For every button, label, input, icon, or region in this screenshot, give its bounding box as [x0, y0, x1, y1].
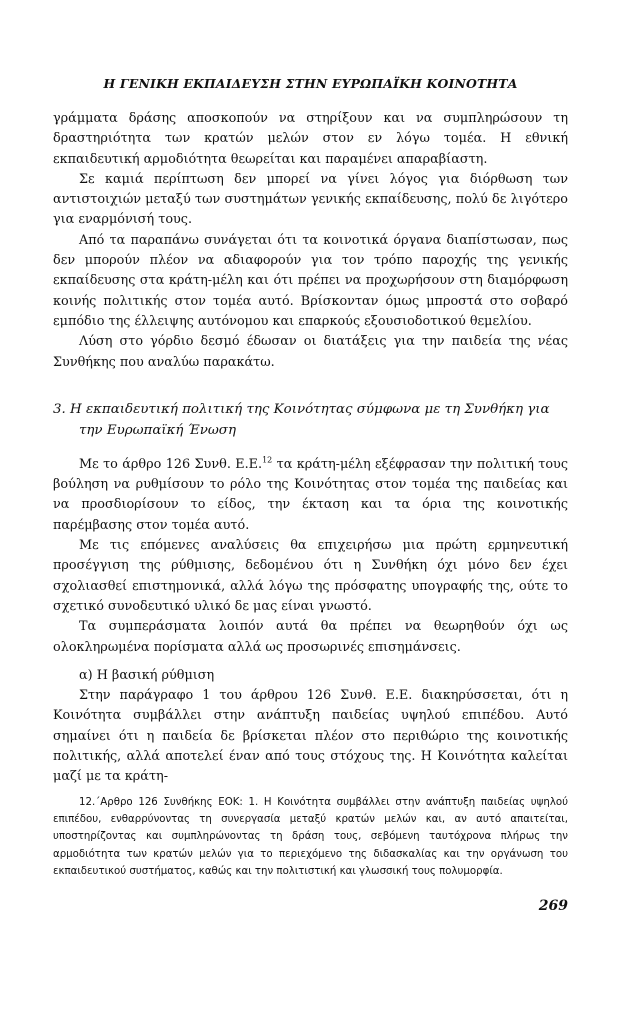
body-paragraph: γράμματα δράσης αποσκοπούν να στηρίξουν και να συμπληρώσουν τη δραστηριότητα των κρατών μελών στον εν λόγω τομέα. Η εθνική εκπαιδευτική αρμοδιότητα θεωρείται και παραμένει απαραβίαστη. [53, 111, 568, 167]
body-paragraph: Τα συμπεράσματα λοιπόν αυτά θα πρέπει να θεωρηθούν όχι ως ολοκληρωμένα πορίσματα αλλά ως προσωρινές επισημάνσεις. [53, 619, 568, 655]
body-paragraph [53, 455, 568, 536]
page-number: 269 [538, 898, 568, 914]
subsection-heading: α) Η βασική ρύθμιση [79, 667, 215, 683]
footnote: 12.΄Αρθρο 126 Συνθήκης ΕΟΚ: 1. Η Κοινότητα συμβάλλει στην ανάπτυξη παιδείας υψηλού επιπέδου, ενθαρρύνοντας τη συνεργασία μεταξύ κρατών μελών και, αν αυτό απαιτείται, υποστηρίζοντας και συμπληρώνοντας τη δράση τους, σεβόμενη ταυτόχρονα πλήρως την αρμοδιότητα των κρατών μελών για το περιεχόμενο της διδασκαλίας και την οργάνωση του εκπαιδευτικού συστήματος, καθώς και την πολιτιστική και γλωσσική τους πολυμορφία. [53, 797, 568, 877]
body-paragraph: Λύση στο γόρδιο δεσμό έδωσαν οι διατάξεις για την παιδεία της νέας Συνθήκης που αναλύω παρακάτω. [53, 334, 568, 370]
running-head: Η ΓΕΝΙΚΗ ΕΚΠΑΙΔΕΥΣΗ ΣΤΗΝ ΕΥΡΩΠΑΪΚΗ ΚΟΙΝΟΤΗΤΑ [103, 76, 518, 91]
body-paragraph: Από τα παραπάνω συνάγεται ότι τα κοινοτικά όργανα διαπίστωσαν, πως δεν μπορούν πλέον να αδιαφορούν για τον τρόπο παροχής της γενικής εκπαίδευσης στα κράτη-μέλη και ότι πρέπει να προχωρήσουν στη διαμόρφωση κοινής πολιτικής στον τομέα αυτό. Βρίσκονταν όμως μπροστά στο σοβαρό εμπόδιο της έλλειψης αυτόνομου και επαρκούς εξουσιοδοτικού θεμελίου. [53, 232, 568, 329]
body-paragraph: Σε καμιά περίπτωση δεν μπορεί να γίνει λόγος για διόρθωση των αντιστοιχιών μεταξύ των συστημάτων γενικής εκπαίδευσης, πολύ δε λιγότερο για εναρμόνισή τους. [53, 171, 568, 228]
body-paragraph: Με τις επόμενες αναλύσεις θα επιχειρήσω μια πρώτη ερμηνευτική προσέγγιση της ρύθμισης, δεδομένου ότι η Συνθήκη όχι μόνο δεν έχει σχολιασθεί επιστημονικά, αλλά λόγω της πρόσφατης υπογραφής της, ούτε το σχετικό συνοδευτικό υλικό δε μας είναι γνωστό. [53, 538, 568, 614]
paragraph-text: Με το άρθρο 126 Συνθ. Ε.Ε. [79, 456, 263, 472]
section-heading: 3. Η εκπαιδευτική πολιτική της Κοινότητας σύμφωνα με τη Συνθήκη για την Ευρωπαϊκή Ένωση [53, 401, 550, 438]
paragraph-text: τα κράτη-μέλη εξέφρασαν την πολιτική τους βούληση να ρυθμίσουν το ρόλο της Κοινότητας στον τομέα της παιδείας και να προσδιορίσουν το είδος, την έκταση και τα όρια της κοινοτικής παρέμβασης στον τομέα αυτό. [53, 456, 568, 533]
body-paragraph: Στην παράγραφο 1 του άρθρου 126 Συνθ. Ε.Ε. διακηρύσσεται, ότι η Κοινότητα συμβάλλει στην ανάπτυξη παιδείας υψηλού επιπέδου. Αυτό σημαίνει ότι η παιδεία δε βρίσκεται πλέον στο περιθώριο της κοινοτικής πολιτικής, αλλά αποτελεί έναν από τους στόχους της. Η Κοινότητα καλείται μαζί με τα κράτη- [53, 688, 568, 785]
footnote-reference: 12 [262, 455, 273, 465]
